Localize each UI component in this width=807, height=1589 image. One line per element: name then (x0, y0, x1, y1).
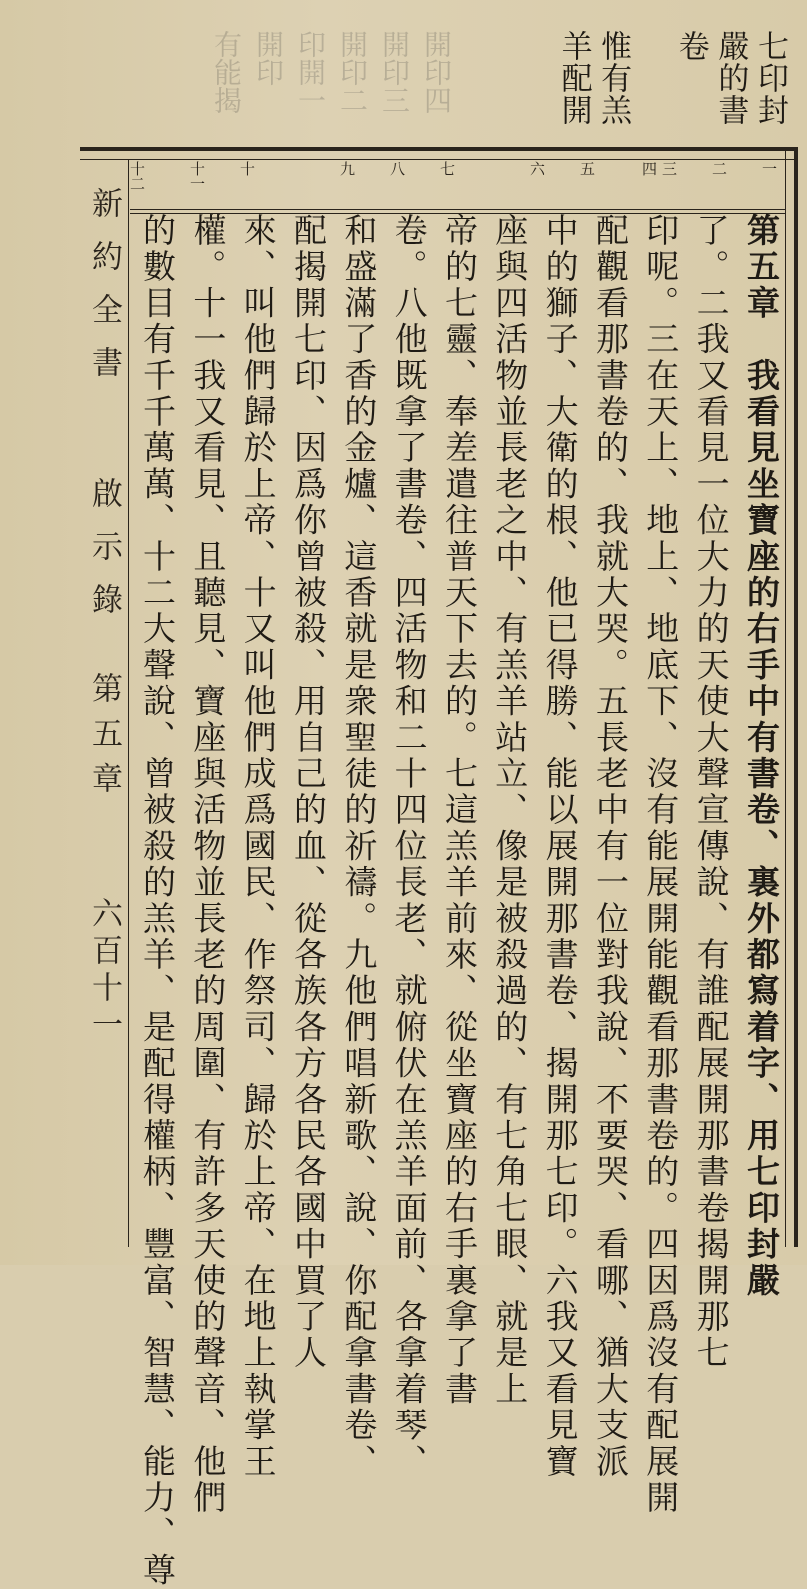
verse-number: 七 (438, 161, 456, 176)
bleed-line: 開印四 (420, 30, 453, 114)
verse-number: 三 (660, 161, 678, 176)
bleed-line: 開印三 (378, 30, 411, 114)
text-column: 第五章 我看見坐寶座的右手中有書卷、裏外都寫着字、用七印封嚴 (741, 213, 781, 1299)
text-column: 了。二我又看見一位大力的天使大聲宣傳說、有誰配展開那書卷揭開那七 (691, 213, 731, 1372)
section-heading-line: 羊配開 (555, 30, 592, 126)
text-column: 配揭開七印、因爲你曾被殺、用自己的血、從各族各方各民各國中買了人 (288, 213, 328, 1372)
bleed-line: 開印二 (336, 30, 369, 114)
verse-number: 五 (578, 161, 596, 176)
text-column: 印呢。三在天上、地上、地底下、沒有能展開能觀看那書卷的。四因爲沒有配展開 (641, 213, 681, 1517)
heading-gap (636, 30, 666, 140)
text-column: 來、叫他們歸於上帝、十又叫他們成爲國民、作祭司、歸於上帝、在地上執掌王 (238, 213, 278, 1480)
text-column: 卷。八他既拿了書卷、四活物和二十四位長老、就俯伏在羔羊面前、各拿着琴、 (389, 213, 429, 1480)
verse-number: 十一 (188, 161, 206, 191)
section-heading-line: 嚴的書 (712, 30, 749, 126)
text-column: 座與四活物並長老之中、有羔羊站立、像是被殺過的、有七角七眼、就是上 (490, 213, 530, 1408)
bleed-line: 有能揭 (210, 30, 243, 114)
text-column: 帝的七靈、奉差遣往普天下去的。七這羔羊前來、從坐寶座的右手裏拿了書 (439, 213, 479, 1408)
verse-number: 八 (388, 161, 406, 176)
verse-number: 二 (710, 161, 728, 176)
verse-number-row (130, 161, 784, 207)
verse-number: 十 (238, 161, 256, 176)
bleed-through-text (20, 30, 453, 140)
text-column: 權。十一我又看見、且聽見、寶座與活物並長老的周圍、有許多天使的聲音、他們 (188, 213, 228, 1517)
book-title: 新約全書 (86, 187, 122, 399)
running-header (86, 167, 126, 1247)
frame-top-border (80, 147, 798, 160)
verse-number: 四 (640, 161, 658, 176)
text-frame (80, 147, 798, 1589)
verse-number: 十二 (128, 161, 146, 191)
page-number: 六百十一 (86, 897, 122, 1045)
text-column: 的數目有千千萬萬、十二大聲說、曾被殺的羔羊、是配得權柄、豐富、智慧、能力、尊 (138, 213, 177, 1589)
bleed-line: 開印 (252, 30, 285, 86)
verse-number: 一 (760, 161, 778, 176)
verse-number: 九 (338, 161, 356, 176)
text-column: 和盛滿了香的金爐、這香就是衆聖徒的祈禱。九他們唱新歌、說、你配拿書卷、 (339, 213, 379, 1480)
section-heading-line: 卷 (672, 30, 709, 62)
text-column: 配觀看那書卷的、我就大哭。五長老中有一位對我說、不要哭、看哪、猶大支派 (590, 213, 630, 1480)
verse-number: 六 (528, 161, 546, 176)
book-section: 啟示錄 (86, 477, 122, 636)
chapter-label: 第五章 (86, 672, 122, 807)
text-column: 中的獅子、大衛的根、他已得勝、能以展開那書卷、揭開那七印。六我又看見寶 (540, 213, 580, 1480)
section-heading-line: 七印封 (752, 30, 788, 126)
running-header-divider (128, 159, 129, 1247)
section-heading (555, 30, 788, 140)
scripture-text (135, 213, 784, 1589)
frame-right-border (785, 147, 798, 1247)
bleed-line: 印開一 (294, 30, 327, 114)
section-heading-line: 惟有羔 (595, 30, 632, 126)
